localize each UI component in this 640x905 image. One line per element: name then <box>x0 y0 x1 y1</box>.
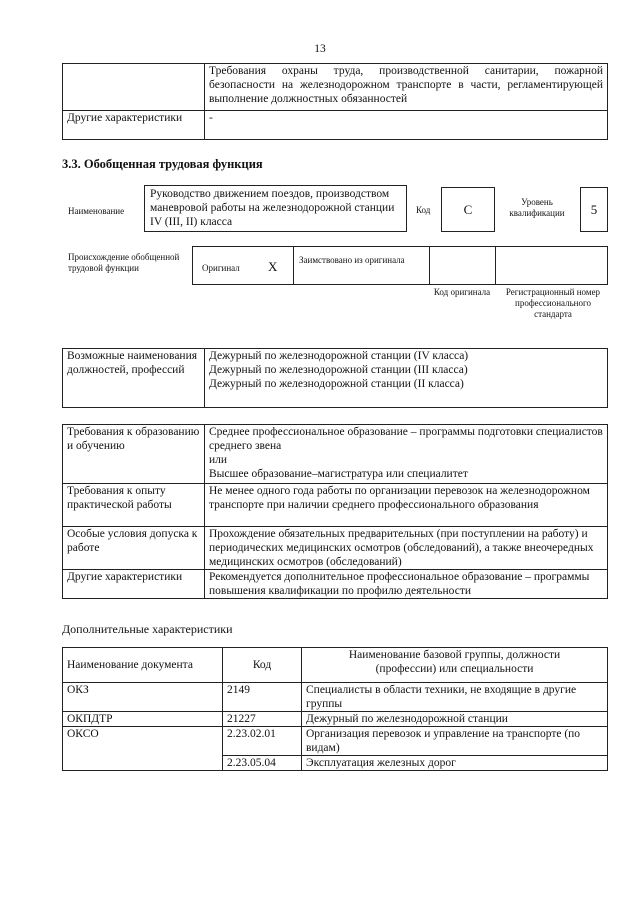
cell-code: 2.23.02.01 <box>223 727 302 756</box>
origin-label: Происхождение обобщенной трудовой функции <box>68 252 180 273</box>
name-value: Руководство движением поездов, производством маневровой работы на железнодорожной станции IV (III, II) класса <box>144 185 407 232</box>
cell-name: Организация перевозок и управление на транспорте (по видам) <box>302 727 608 756</box>
borrowed-label: Заимствовано из оригинала <box>299 255 405 265</box>
req-admission-value: Прохождение обязательных предварительных (при поступлении на работу) и периодических медицинских осмотров (обследований), а также внеочередных медицинских осмотров (обследований) <box>205 527 608 570</box>
req-line: или <box>209 454 228 466</box>
code-value: C <box>441 187 495 232</box>
cell-document <box>63 756 223 771</box>
cell-name: Дежурный по железнодорожной станции <box>302 712 608 727</box>
req-line: Высшее образование–магистратура или специалитет <box>209 468 468 480</box>
code-caption: Код оригинала <box>433 287 491 297</box>
table-row <box>63 712 608 727</box>
requirements-table <box>62 424 608 599</box>
req-education-label: Требования к образованию и обучению <box>63 425 205 484</box>
reg-caption: Регистрационный номер профессионального стандарта <box>505 287 601 319</box>
page-number: 13 <box>314 43 326 55</box>
level-value: 5 <box>580 187 608 232</box>
req-line: Среднее профессиональное образование – программы подготовки специалистов среднего звена <box>209 426 603 452</box>
req-education-value <box>205 425 608 484</box>
cell-code: 21227 <box>223 712 302 727</box>
position-item: Дежурный по железнодорожной станции (IV класса) <box>209 350 469 362</box>
header-document: Наименование документа <box>63 648 223 683</box>
table-row <box>63 727 608 756</box>
position-item: Дежурный по железнодорожной станции (III класса) <box>209 364 468 376</box>
original-label: Оригинал <box>202 263 240 273</box>
cell-document: ОКЗ <box>63 683 223 712</box>
header-name: Наименование базовой группы, должности (профессии) или специальности <box>302 648 608 683</box>
header-code: Код <box>223 648 302 683</box>
req-other-label: Другие характеристики <box>63 570 205 599</box>
code-label: Код <box>416 205 431 215</box>
req-admission-label: Особые условия допуска к работе <box>63 527 205 570</box>
table-row <box>63 683 608 712</box>
cell-name: Специалисты в области техники, не входящие в другие группы <box>302 683 608 712</box>
top-row2-label: Другие характеристики <box>63 111 205 140</box>
req-experience-label: Требования к опыту практической работы <box>63 484 205 527</box>
req-experience-value: Не менее одного года работы по организации перевозок на железнодорожном транспорте при наличии среднего профессионального образования <box>205 484 608 527</box>
cell-code: 2149 <box>223 683 302 712</box>
top-row2-value: - <box>205 111 608 140</box>
top-table <box>62 63 608 140</box>
positions-list <box>205 349 608 408</box>
cell-document: ОКСО <box>63 727 223 756</box>
additional-table <box>62 647 608 771</box>
section-title: 3.3. Обобщенная трудовая функция <box>62 157 263 171</box>
additional-title: Дополнительные характеристики <box>62 622 233 636</box>
origin-row <box>192 246 608 285</box>
cell-document: ОКПДТР <box>63 712 223 727</box>
level-label: Уровень квалификации <box>509 197 565 218</box>
cell-code: 2.23.05.04 <box>223 756 302 771</box>
req-other-value: Рекомендуется дополнительное профессиональное образование – программы повышения квалификации по профилю деятельности <box>205 570 608 599</box>
table-row <box>63 756 608 771</box>
cell-name: Эксплуатация железных дорог <box>302 756 608 771</box>
positions-label: Возможные наименования должностей, профессий <box>63 349 205 408</box>
name-label: Наименование <box>68 206 125 216</box>
top-row1-text: Требования охраны труда, производственной санитарии, пожарной безопасности на железнодорожном транспорте в части, регламентирующей выполнение должностных обязанностей <box>205 64 608 111</box>
original-mark: X <box>268 259 278 274</box>
positions-table <box>62 348 608 408</box>
position-item: Дежурный по железнодорожной станции (II класса) <box>209 378 464 390</box>
